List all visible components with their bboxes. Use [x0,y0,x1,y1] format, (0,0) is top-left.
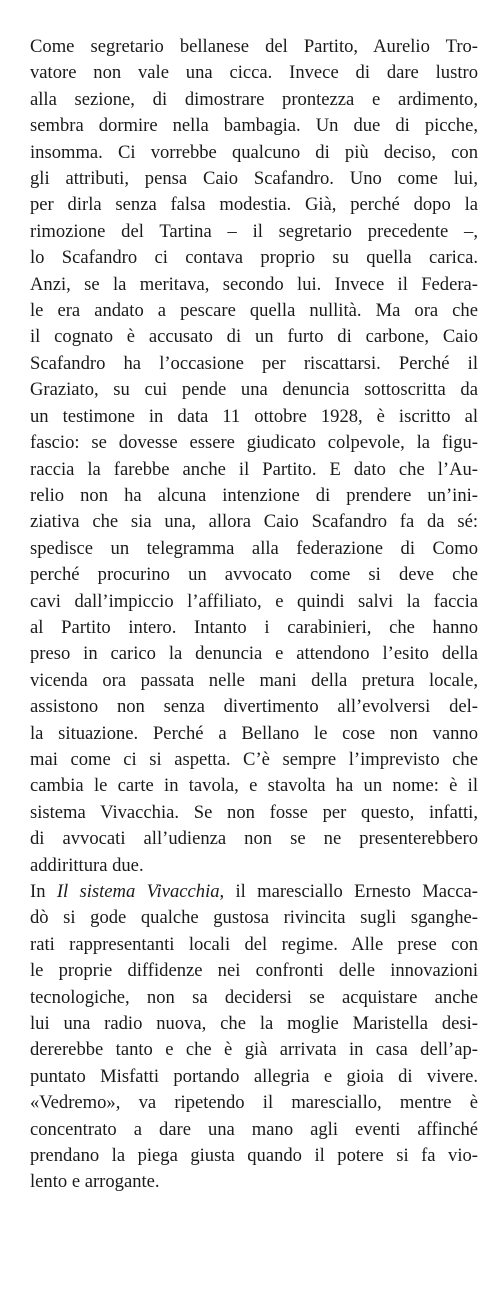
text-line: per dirla senza falsa modestia. Già, perché dopo la [30,194,478,216]
text-line: spedisce un telegramma alla federazione di Como [30,537,478,559]
text-line: perché procurino un avvocato come si deve che [30,564,478,586]
text-line: sistema Vivacchia. Se non fosse per questo, infatti, [30,801,478,823]
text-line: fascio: se dovesse essere giudicato colpevole, la figu- [30,432,478,454]
text-line: concentrato a dare una mano agli eventi affinché [30,1118,478,1140]
book-title: Il sistema Vivacchia [56,881,220,902]
text-line: le proprie diffidenze nei confronti delle innovazioni [30,960,478,982]
text-line: puntato Misfatti portando allegria e gioia di vivere. [30,1065,478,1087]
text-line: rati rappresentanti locali del regime. Alle prese con [30,933,478,955]
text-line: ziativa che sia una, allora Caio Scafandro fa da sé: [30,511,478,533]
text-line: relio non ha alcuna intenzione di prendere un’ini- [30,484,478,506]
text-line: le era andato a pescare quella nullità. Ma ora che [30,300,478,322]
text-line: sembra dormire nella bambagia. Un due di picche, [30,115,478,137]
text-line: insomma. Ci vorrebbe qualcuno di più deciso, con [30,141,478,163]
text-line: la situazione. Perché a Bellano le cose non vanno [30,722,478,744]
paragraph-book-description [30,879,478,1196]
text-line: Scafandro ha l’occasione per riscattarsi. Perché il [30,352,478,374]
text-line: Graziato, su cui pende una denuncia sottoscritta da [30,379,478,401]
text-line: raccia la farebbe anche il Partito. E dato che l’Au- [30,458,478,480]
text-line: «Vedremo», va ripetendo il maresciallo, mentre è [30,1092,478,1114]
text-line: rimozione del Tartina – il segretario precedente –, [30,220,478,242]
text-line: mai come ci si aspetta. C’è sempre l’imprevisto che [30,748,478,770]
text-line: al Partito intero. Intanto i carabinieri, che hanno [30,616,478,638]
text-line: un testimone in data 11 ottobre 1928, è iscritto al [30,405,478,427]
text-line: Anzi, se la meritava, secondo lui. Invece il Federa- [30,273,478,295]
text-line: lento e arrogante. [30,1171,160,1193]
text-line: dererebbe tanto e che è già arrivata in casa dell’ap- [30,1039,478,1061]
intro-word: In [30,881,57,902]
text-line: addirittura due. [30,854,144,876]
text-line: cavi dall’impiccio l’affiliato, e quindi salvi la faccia [30,590,478,612]
text-line: prendano la piega giusta quando il potere si fa vio- [30,1145,478,1167]
text-line: Come segretario bellanese del Partito, Aurelio Tro- [30,36,478,57]
text-line: il cognato è accusato di un furto di carbone, Caio [30,326,478,348]
text-line: alla sezione, di dimostrare prontezza e ardimento, [30,88,478,110]
text-line: preso in carico la denuncia e attendono l’esito della [30,643,478,665]
paragraph-synopsis [30,34,478,879]
text-line: di avvocati all’udienza non se ne presenterebbero [30,828,478,850]
text-line: vicenda ora passata nelle mani della pretura locale, [30,669,478,691]
text-line: lui una radio nuova, che la moglie Maristella desi- [30,1013,478,1035]
text-line: vatore non vale una cicca. Invece di dare lustro [30,62,478,84]
text-line: assistono non senza divertimento all’evolversi del- [30,696,478,718]
text-line: cambia le carte in tavola, e stavolta ha un nome: è il [30,775,478,797]
text-line: dò si gode qualche gustosa rivincita sugli sganghe- [30,907,478,929]
text-line-first [30,879,478,905]
text-line: lo Scafandro ci contava proprio su quella carica. [30,247,478,269]
text-line: tecnologiche, non sa decidersi se acquistare anche [30,986,478,1008]
back-cover-text [30,34,478,1196]
text-line: gli attributi, pensa Caio Scafandro. Uno come lui, [30,168,478,190]
first-line-rest: , il maresciallo Ernesto Macca- [219,881,479,902]
